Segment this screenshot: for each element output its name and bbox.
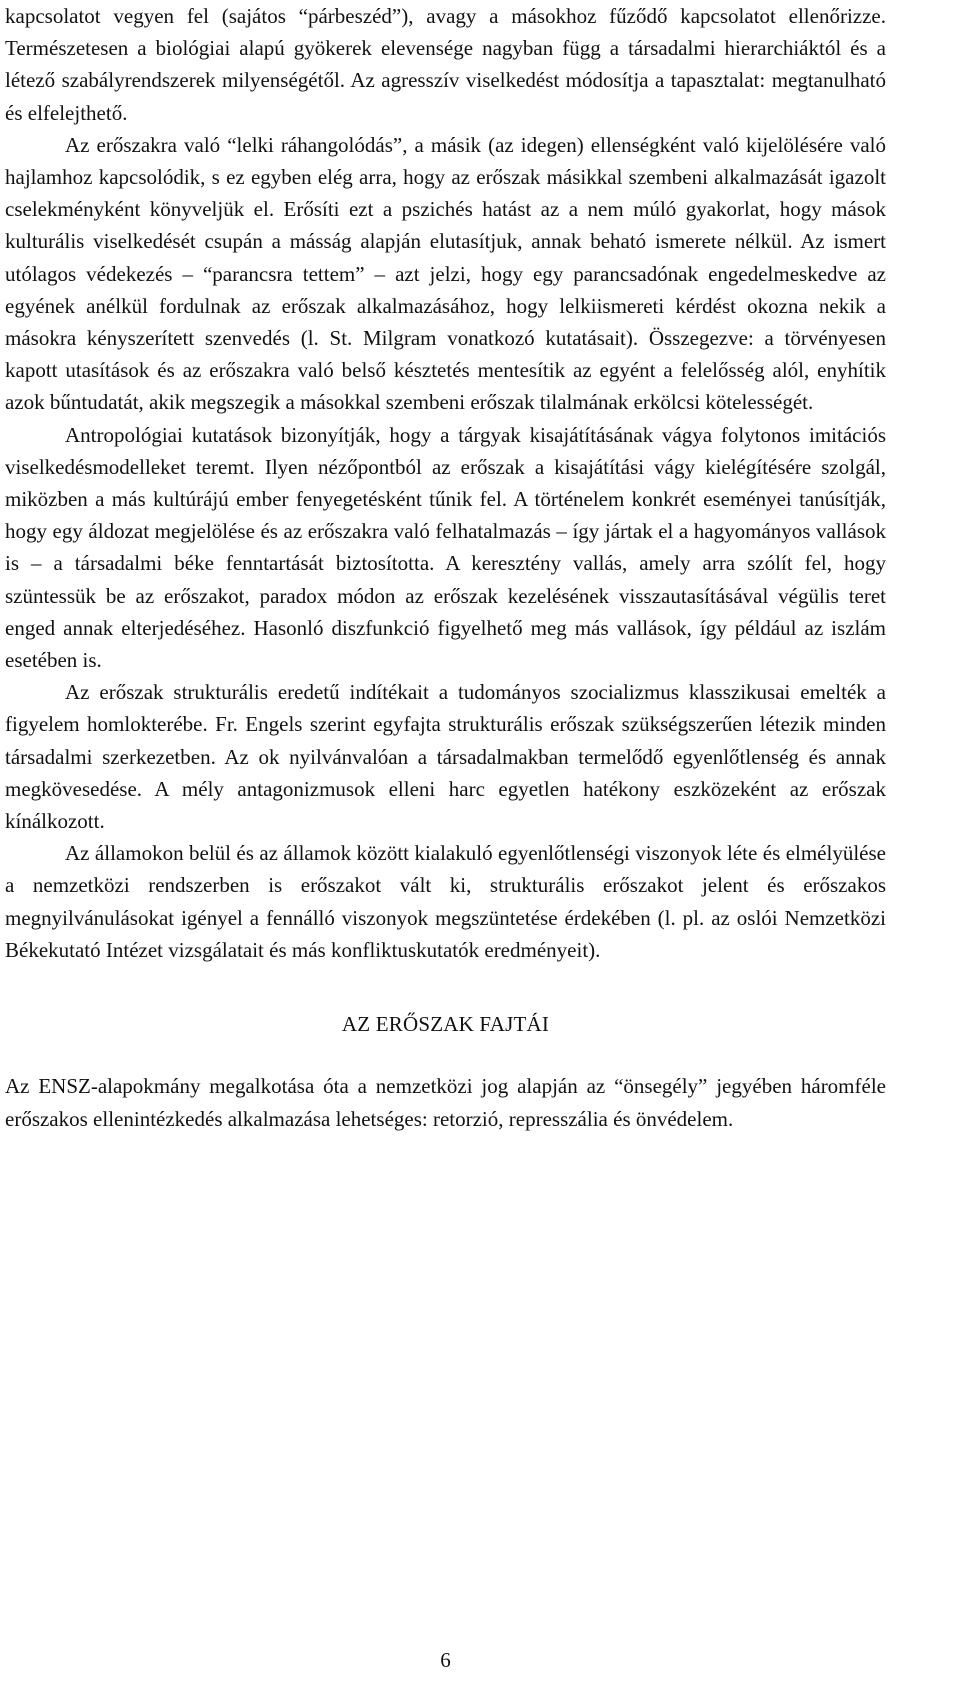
section-heading: AZ ERŐSZAK FAJTÁI xyxy=(341,1012,550,1037)
paragraph-lelki-rahangolodas: Az erőszakra való “lelki ráhangolódás”, a másik (az idegen) ellenségként való kijelölésére való hajlamhoz kapcsolódik, s ez egyben elég arra, hogy az erőszak másikkal szembeni alkalmazását igazolt cselekményként könyveljük el. Erősíti ezt a pszichés hatást az a nem múló gyakorlat, hogy mások kulturális viselkedését csupán a másság alapján elutasítjuk, annak beható ismerete nélkül. Az ismert utólagos védekezés – “parancsra tettem” – azt jelzi, hogy egy parancsadónak engedelmeskedve az egyének anélkül fordulnak az erőszak alkalmazásához, hogy lelkiismereti kérdést okozna nekik a másokra kényszerített szenvedés (l. St. Milgram vonatkozó kutatásait). Összegezve: a törvényesen kapott utasítások és az erőszakra való belső késztetés mentesítik az egyént a felelősség alól, enyhítik azok bűntudatát, akik megszegik a másokkal szembeni erőszak tilalmának erkölcsi kötelességét. xyxy=(5,132,886,415)
paragraph-antropologiai: Antropológiai kutatások bizonyítják, hogy a tárgyak kisajátításának vágya folytonos imitációs viselkedésmodelleket teremt. Ilyen nézőpontból az erőszak a kisajátítási vágy kielégítésére szolgál, miközben a más kultúrájú ember fenyegetésként tűnik fel. A történelem konkrét eseményei tanúsítják, hogy egy áldozat megjelölése és az erőszakra való felhatalmazás – így jártak el a hagyományos vallások is – a társadalmi béke fenntartását biztosította. A keresztény vallás, amely arra szólít fel, hogy szüntessük be az erőszakot, paradox módon az erőszak kezelésének visszautasításával végülis teret enged annak elterjedéséhez. Hasonló diszfunkció figyelhető meg más vallások, így például az iszlám esetében is. xyxy=(5,422,886,673)
paragraph-allamok: Az államokon belül és az államok között kialakuló egyenlőtlenségi viszonyok léte és elmélyülése a nemzetközi rendszerben is erőszakot vált ki, strukturális erőszakot jelent és erőszakos megnyilvánulásokat igényel a fennálló viszonyok megszüntetése érdekében (l. pl. az oslói Nemzetközi Békekutató Intézet vizsgálatait és más konfliktuskutatók eredményeit). xyxy=(5,841,886,962)
paragraph-strukturalis: Az erőszak strukturális eredetű indítékait a tudományos szocializmus klasszikusai emelték a figyelem homlokterébe. Fr. Engels szerint egyfajta strukturális erőszak szükségszerűen létezik minden társadalmi szerkezetben. Az ok nyilvánvalóan a társadalmakban termelődő egyenlőtlenség és annak megkövesedése. A mély antagonizmusok elleni harc egyetlen hatékony eszközeként az erőszak kínálkozott. xyxy=(5,680,886,834)
paragraph-ensz: Az ENSZ-alapokmány megalkotása óta a nemzetközi jog alapján az “önsegély” jegyében háromféle erőszakos ellenintézkedés alkalmazása lehetséges: retorzió, represszália és önvédelem. xyxy=(5,1074,886,1131)
page-number: 6 xyxy=(440,1648,451,1672)
paragraph-continuation: kapcsolatot vegyen fel (sajátos “párbeszéd”), avagy a másokhoz fűződő kapcsolatot ellenőrizze. Természetesen a biológiai alapú gyökerek elevensége nagyban függ a társadalmi hierarchiáktól és a létező szabályrendszerek milyenségétől. Az agresszív viselkedést módosítja a tapasztalat: megtanulható és elfelejthető. xyxy=(5,4,886,125)
document-page xyxy=(5,0,886,1672)
